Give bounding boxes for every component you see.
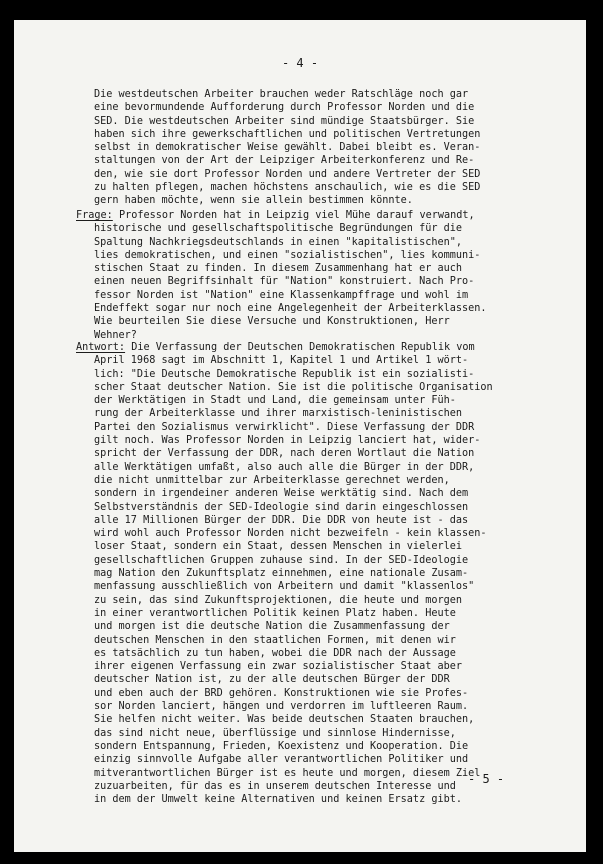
text-line: rung der Arbeiterklasse und ihrer marxistisch-leninistischen <box>94 408 463 420</box>
text-line: SED. Die westdeutschen Arbeiter sind mündige Staatsbürger. Sie <box>94 115 475 127</box>
text-line: deutschen Menschen in den staatlichen Formen, mit denen wir <box>94 634 456 646</box>
next-page-marker: - 5 - <box>468 772 505 786</box>
text-line: und eben auch der BRD gehören. Konstruktionen wie sie Profes- <box>94 687 469 699</box>
text-line: der Werktätigen in Stadt und Land, die gemeinsam unter Füh- <box>94 395 456 407</box>
text-line: zu halten pflegen, machen höchstens anschaulich, wie es die SED <box>94 182 481 194</box>
text-line: die nicht unmittelbar zur Arbeiterklasse gerechnet werden, <box>94 474 450 486</box>
text-line: lich: "Die Deutsche Demokratische Republik ist ein sozialisti- <box>94 368 475 380</box>
text-line: Selbstverständnis der SED-Ideologie sind darin eingeschlossen <box>94 501 469 513</box>
text-line: Sie helfen nicht weiter. Was beide deutschen Staaten brauchen, <box>94 714 475 726</box>
document-page <box>14 20 586 852</box>
text-line: mitverantwortlichen Bürger ist es heute und morgen, diesem Ziel <box>94 767 481 779</box>
text-line: es tatsächlich zu tun haben, wobei die DDR nach der Aussage <box>94 647 456 659</box>
text-line: scher Staat deutscher Nation. Sie ist die politische Organisation <box>94 381 493 393</box>
text-line: loser Staat, sondern ein Staat, dessen Menschen in vielerlei <box>94 541 463 553</box>
text-line: selbst in demokratischer Weise gewählt. Dabei bleibt es. Veran- <box>94 142 481 154</box>
text-line: zuzuarbeiten, für das es in unserem deutschen Interesse und <box>94 780 456 792</box>
text-line: eine bevormundende Aufforderung durch Professor Norden und die <box>94 102 475 114</box>
text-line: spricht der Verfassung der DDR, nach deren Wortlaut die Nation <box>94 448 475 460</box>
text-line: Wehner? <box>94 329 137 341</box>
text-line: wird wohl auch Professor Norden nicht bezweifeln - kein klassen- <box>94 528 487 540</box>
text-line: stischen Staat zu finden. In diesem Zusammenhang hat er auch <box>94 263 463 275</box>
answer-label: Antwort: <box>76 342 126 353</box>
text-line: einzig sinnvolle Aufgabe aller verantwortlichen Politiker und <box>94 754 469 766</box>
text-line: menfassung ausschließlich von Arbeitern und damit "klassenlos" <box>94 581 475 593</box>
text-line: ihrer eigenen Verfassung ein zwar sozialistischer Staat aber <box>94 661 463 673</box>
text-line: mag Nation den Zukunftsplatz einnehmen, eine nationale Zusam- <box>94 568 469 580</box>
question-label: Frage: <box>76 210 113 221</box>
text-line: den, wie sie dort Professor Norden und andere Vertreter der SED <box>94 168 481 180</box>
text-line: und morgen ist die deutsche Nation die Zusammenfassung der <box>94 621 450 633</box>
text-line: sondern Entspannung, Frieden, Koexistenz und Kooperation. Die <box>94 740 469 752</box>
text-line: in dem der Umwelt keine Alternativen und keinen Ersatz gibt. <box>94 794 463 806</box>
text-line: historische und gesellschaftspolitische Begründungen für die <box>94 223 463 235</box>
text-line: gern haben möchte, wenn sie allein bestimmen könnte. <box>94 195 413 207</box>
text-line: zu sein, das sind Zukunftsprojektionen, die heute und morgen <box>94 594 463 606</box>
question-paragraph <box>76 209 487 342</box>
text-line: lies demokratischen, und einen "sozialistischen", lies kommuni- <box>94 249 481 261</box>
text-line: deutscher Nation ist, zu der alle deutschen Bürger der DDR <box>94 674 450 686</box>
text-line: alle Werktätigen umfaßt, also auch alle die Bürger in der DDR, <box>94 461 475 473</box>
text-line: alle 17 Millionen Bürger der DDR. Die DDR von heute ist - das <box>94 514 469 526</box>
text-line: Die westdeutschen Arbeiter brauchen weder Ratschläge noch gar <box>94 89 469 100</box>
text-line: gilt noch. Was Professor Norden in Leipzig lanciert hat, wider- <box>94 435 481 447</box>
question-first-line <box>76 209 487 222</box>
answer-paragraph <box>76 341 493 806</box>
paragraph-intro <box>94 88 480 208</box>
text-line: Endeffekt sogar nur noch eine Angelegenheit der Arbeiterklassen. <box>94 303 487 315</box>
text-line: das sind nicht neue, überflüssige und sinnlose Hindernisse, <box>94 727 456 739</box>
text-line: haben sich ihre gewerkschaftlichen und politischen Vertretungen <box>94 128 481 140</box>
text-line: in einer verantwortlichen Politik keinen Platz haben. Heute <box>94 607 456 619</box>
text-line: Spaltung Nachkriegsdeutschlands in einen "kapitalistischen", <box>94 236 463 248</box>
text-line: einen neuen Begriffsinhalt für "Nation" konstruiert. Nach Pro- <box>94 276 475 288</box>
answer-first-text: Die Verfassung der Deutschen Demokratischen Republik vom <box>125 342 475 353</box>
answer-first-line <box>76 341 493 354</box>
text-line: Partei den Sozialismus verwirklicht". Diese Verfassung der DDR <box>94 421 475 433</box>
page-number: - 4 - <box>281 56 319 70</box>
text-line: April 1968 sagt im Abschnitt 1, Kapitel 1 und Artikel 1 wört- <box>94 355 469 367</box>
text-line: staltungen von der Art der Leipziger Arbeiterkonferenz und Re- <box>94 155 475 167</box>
question-first-text: Professor Norden hat in Leipzig viel Mühe darauf verwandt, <box>112 210 475 221</box>
text-line: fessor Norden ist "Nation" eine Klassenkampffrage und wohl im <box>94 289 469 301</box>
text-line: sor Norden lanciert, hängen und verdorren im luftleeren Raum. <box>94 701 469 713</box>
text-line: sondern in irgendeiner anderen Weise werktätig sind. Nach dem <box>94 488 469 500</box>
text-line: Wie beurteilen Sie diese Versuche und Konstruktionen, Herr <box>94 316 450 328</box>
text-line: gesellschaftlichen Gruppen zuhause sind. In der SED-Ideologie <box>94 554 469 566</box>
